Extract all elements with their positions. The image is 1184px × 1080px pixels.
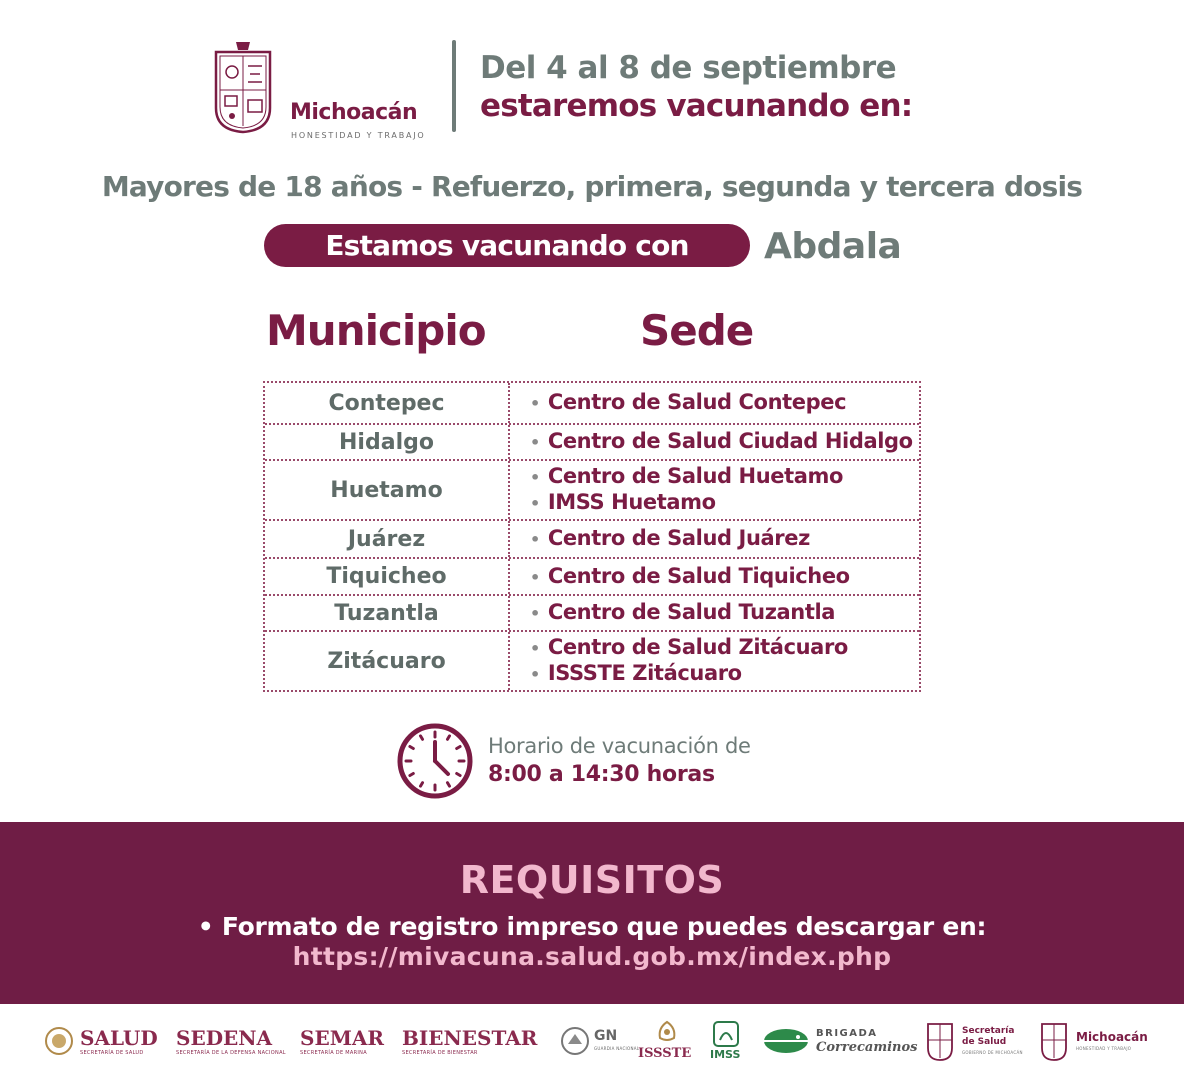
sede-header: Sede bbox=[640, 306, 754, 355]
bullet-icon: • bbox=[530, 394, 540, 413]
municipio-cell: Tuzantla bbox=[265, 596, 510, 630]
requirements-band bbox=[0, 822, 1184, 1004]
bienestar-logo: BIENESTAR SECRETARÍA DE BIENESTAR bbox=[402, 1026, 538, 1056]
guardia-nacional-logo: GN GUARDIA NACIONAL bbox=[560, 1010, 626, 1080]
vaccine-name: Abdala bbox=[764, 226, 902, 267]
salud-logo: SALUD SECRETARÍA DE SALUD bbox=[44, 1010, 164, 1080]
correcaminos-bird-icon bbox=[758, 1026, 810, 1056]
schedule-hours: 8:00 a 14:30 horas bbox=[488, 762, 715, 787]
sede-name: Centro de Salud Juárez bbox=[547, 526, 810, 550]
sede-cell bbox=[510, 461, 919, 519]
table-row bbox=[265, 630, 919, 690]
header-divider bbox=[452, 40, 456, 132]
issste-logo: ISSSTE bbox=[638, 1010, 696, 1080]
municipio-cell: Huetamo bbox=[265, 461, 510, 519]
sede-cell bbox=[510, 632, 919, 690]
sede-item bbox=[530, 390, 919, 416]
sede-item bbox=[530, 464, 919, 490]
municipio-header: Municipio bbox=[266, 306, 486, 355]
sede-cell bbox=[510, 383, 919, 423]
sede-cell bbox=[510, 559, 919, 594]
sede-name: Centro de Salud Contepec bbox=[547, 390, 847, 414]
semar-logo: SEMAR SECRETARÍA DE MARINA bbox=[300, 1026, 384, 1056]
bullet-icon: • bbox=[530, 494, 540, 513]
gn-seal-icon bbox=[560, 1026, 590, 1056]
vaccine-pill: Estamos vacunando con bbox=[264, 224, 750, 267]
sede-name: Centro de Salud Tiquicheo bbox=[547, 563, 850, 588]
sede-name: IMSS Huetamo bbox=[547, 490, 716, 514]
brand-tagline: HONESTIDAD Y TRABAJO bbox=[291, 131, 426, 140]
municipio-cell: Zitácuaro bbox=[265, 632, 510, 690]
sede-cell bbox=[510, 521, 919, 557]
registration-link[interactable]: https://mivacuna.salud.gob.mx/index.php bbox=[292, 942, 892, 971]
sede-cell bbox=[510, 596, 919, 630]
date-range: Del 4 al 8 de septiembre bbox=[480, 50, 897, 86]
sede-item bbox=[530, 490, 919, 516]
sede-name: ISSSTE Zitácuaro bbox=[547, 661, 742, 685]
bullet-icon: • bbox=[530, 433, 540, 452]
issste-emblem-icon bbox=[654, 1020, 680, 1044]
sede-name: Centro de Salud Huetamo bbox=[547, 464, 844, 488]
mexico-seal-icon bbox=[44, 1026, 74, 1056]
municipio-cell: Contepec bbox=[265, 383, 510, 423]
vaccination-sites-table bbox=[263, 381, 921, 692]
sede-item bbox=[530, 635, 919, 661]
table-row bbox=[265, 383, 919, 423]
table-row bbox=[265, 594, 919, 630]
bullet-icon: • bbox=[530, 530, 540, 549]
sede-item bbox=[530, 564, 919, 590]
municipio-cell: Tiquicheo bbox=[265, 559, 510, 594]
vaccinating-heading: estaremos vacunando en: bbox=[480, 88, 913, 124]
secretaria-salud-michoacan-logo: Secretaría de Salud GOBIERNO DE MICHOACÁN bbox=[926, 1010, 1030, 1080]
michoacan-shield-icon bbox=[212, 38, 274, 134]
imss-logo: IMSS bbox=[708, 1010, 746, 1080]
table-row bbox=[265, 557, 919, 594]
municipio-cell: Juárez bbox=[265, 521, 510, 557]
sede-name: Centro de Salud Ciudad Hidalgo bbox=[547, 429, 913, 453]
imss-emblem-icon bbox=[712, 1020, 740, 1048]
sede-name: Centro de Salud Zitácuaro bbox=[547, 635, 848, 659]
table-row bbox=[265, 459, 919, 519]
brigada-correcaminos-logo: BRIGADA Correcaminos bbox=[758, 1010, 914, 1080]
requirements-item: • Formato de registro impreso que puedes descargar en: bbox=[197, 912, 987, 941]
header bbox=[0, 36, 1184, 140]
bullet-icon: • bbox=[530, 468, 540, 487]
footer-logos bbox=[0, 1010, 1184, 1080]
schedule-label: Horario de vacunación de bbox=[488, 734, 751, 758]
sedena-logo: SEDENA SECRETARÍA DE LA DEFENSA NACIONAL bbox=[176, 1026, 286, 1056]
sede-item bbox=[530, 429, 919, 455]
bullet-icon: • bbox=[530, 639, 540, 658]
table-row bbox=[265, 519, 919, 557]
requirements-title: REQUISITOS bbox=[459, 858, 725, 902]
sede-item bbox=[530, 661, 919, 687]
michoacan-shield-small-icon bbox=[926, 1018, 954, 1062]
bullet-icon: • bbox=[530, 567, 540, 587]
bullet-icon: • bbox=[530, 665, 540, 684]
clock-icon bbox=[396, 722, 474, 800]
municipio-cell: Hidalgo bbox=[265, 425, 510, 459]
brand-name: Michoacán bbox=[290, 100, 418, 125]
sede-cell bbox=[510, 425, 919, 459]
table-row bbox=[265, 423, 919, 459]
michoacan-shield-footer-icon bbox=[1040, 1018, 1068, 1062]
michoacan-footer-logo: Michoacán HONESTIDAD Y TRABAJO bbox=[1040, 1010, 1150, 1080]
sede-item bbox=[530, 600, 919, 626]
bullet-icon: • bbox=[530, 604, 540, 623]
sede-name: Centro de Salud Tuzantla bbox=[547, 600, 836, 624]
age-dose-subtitle: Mayores de 18 años - Refuerzo, primera, segunda y tercera dosis bbox=[101, 170, 1083, 203]
sede-item bbox=[530, 526, 919, 552]
